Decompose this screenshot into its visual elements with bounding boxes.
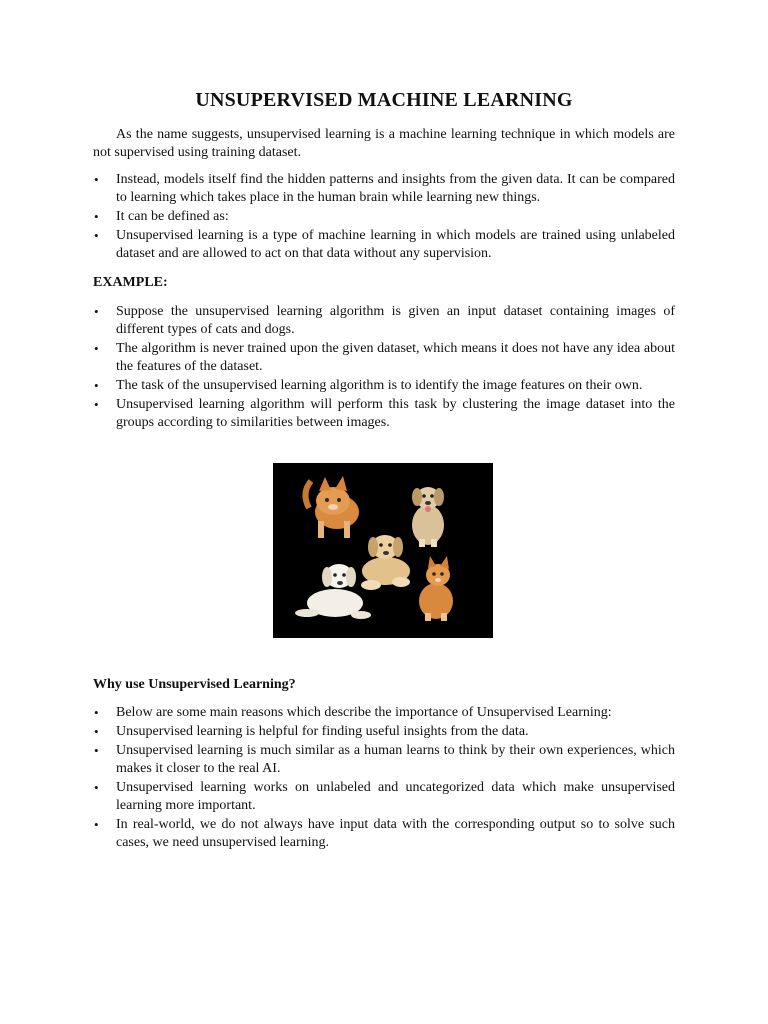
figure-container: [93, 463, 675, 638]
example-bullet-list: [93, 303, 675, 432]
why-heading: Why use Unsupervised Learning?: [93, 677, 296, 692]
puppy-sitting: [412, 487, 444, 547]
example-bullet: • Unsupervised learning algorithm will perform this task by clustering the image dataset into the groups according to similarities between images.: [93, 396, 675, 432]
why-bullet-list: [93, 704, 675, 852]
intro-bullet-list: [93, 171, 675, 263]
why-bullet: • In real-world, we do not always have input data with the corresponding output so to solve such cases, we need unsupervised learning.: [93, 816, 675, 852]
intro-bullet: • It can be defined as:: [93, 208, 675, 226]
example-heading: EXAMPLE:: [93, 275, 168, 290]
page-title: UNSUPERVISED MACHINE LEARNING: [195, 89, 573, 111]
intro-bullet: • Instead, models itself find the hidden patterns and insights from the given data. It can be compared to learning which takes place in the human brain while learning new things.: [93, 171, 675, 207]
example-bullet: • Suppose the unsupervised learning algorithm is given an input dataset containing images of different types of cats and dogs.: [93, 303, 675, 339]
cats-and-dogs-illustration: [273, 463, 493, 638]
why-bullet: • Unsupervised learning works on unlabeled and uncategorized data which make unsupervised learning more important.: [93, 779, 675, 815]
intro-paragraph: As the name suggests, unsupervised learning is a machine learning technique in which models are not supervised using training dataset.: [93, 127, 675, 160]
why-bullet: • Below are some main reasons which describe the importance of Unsupervised Learning:: [93, 704, 675, 722]
intro-bullet: • Unsupervised learning is a type of machine learning in which models are trained using unlabeled dataset and are allowed to act on that data without any supervision.: [93, 227, 675, 263]
why-bullet: • Unsupervised learning is much similar as a human learns to think by their own experiences, which makes it closer to the real AI.: [93, 742, 675, 778]
page-content: [93, 86, 675, 853]
why-bullet: • Unsupervised learning is helpful for finding useful insights from the data.: [93, 723, 675, 741]
cats-and-dogs-image: [273, 463, 493, 638]
example-bullet: • The task of the unsupervised learning algorithm is to identify the image features on their own.: [93, 377, 675, 395]
example-bullet: • The algorithm is never trained upon the given dataset, which means it does not have any idea about the features of the dataset.: [93, 340, 675, 376]
